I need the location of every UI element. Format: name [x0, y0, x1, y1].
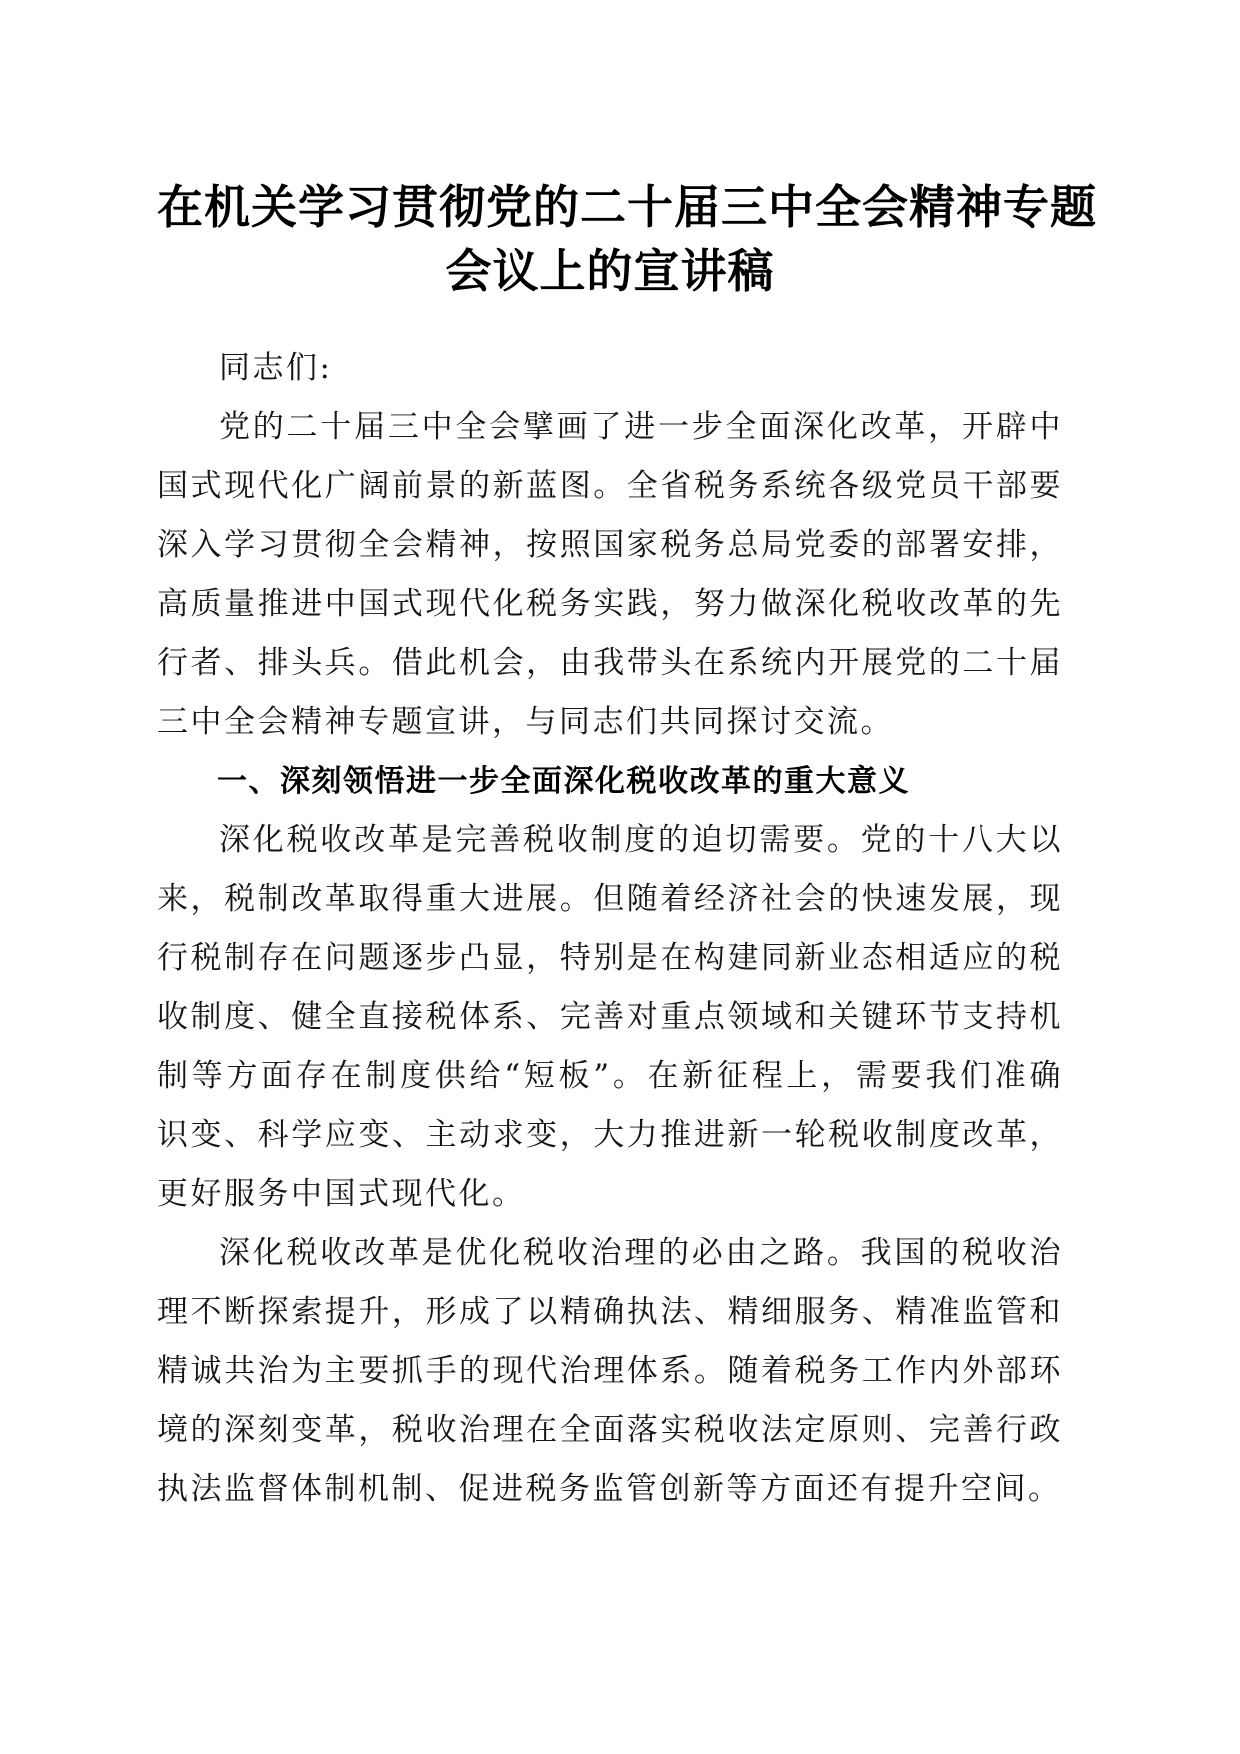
section-1-heading: 一、深刻领悟进一步全面深化税收改革的重大意义: [217, 764, 910, 799]
section-1-paragraph-1: 深化税收改革是完善税收制度的迫切需要。党的十八大以来，税制改革取得重大进展。但随着经济社会的快速发展，现行税制存在问题逐步凸显，特别是在构建同新业态相适应的税收制度、健全直接税体系、完善对重点领域和关键环节支持机制等方面存在制度供给“短板”。在新征程上，需要我们准确识变、科学应变、主动求变，大力推进新一轮税收制度改革，更好服务中国式现代化。: [157, 822, 1063, 1212]
document-title-line-2: 会议上的宣讲稿: [445, 244, 775, 298]
document-title-line-1: 在机关学习贯彻党的二十届三中全会精神专题: [157, 180, 1097, 234]
document-page: [157, 175, 1097, 1519]
section-1-paragraph-2: 深化税收改革是优化税收治理的必由之路。我国的税收治理不断探索提升，形成了以精确执法、精细服务、精准监管和精诚共治为主要抓手的现代治理体系。随着税务工作内外部环境的深刻变革，税收治理在全面落实税收法定原则、完善行政执法监督体制机制、促进税务监管创新等方面还有提升空间。: [157, 1235, 1063, 1507]
salutation: 同志们:: [219, 350, 333, 386]
document-body: [157, 339, 1063, 1519]
intro-paragraph: 党的二十届三中全会擘画了进一步全面深化改革，开辟中国式现代化广阔前景的新蓝图。全省税务系统各级党员干部要深入学习贯彻全会精神，按照国家税务总局党委的部署安排，高质量推进中国式现代化税务实践，努力做深化税收改革的先行者、排头兵。借此机会，由我带头在系统内开展党的二十届三中全会精神专题宣讲，与同志们共同探讨交流。: [157, 409, 1063, 740]
document-title: [157, 175, 1097, 303]
